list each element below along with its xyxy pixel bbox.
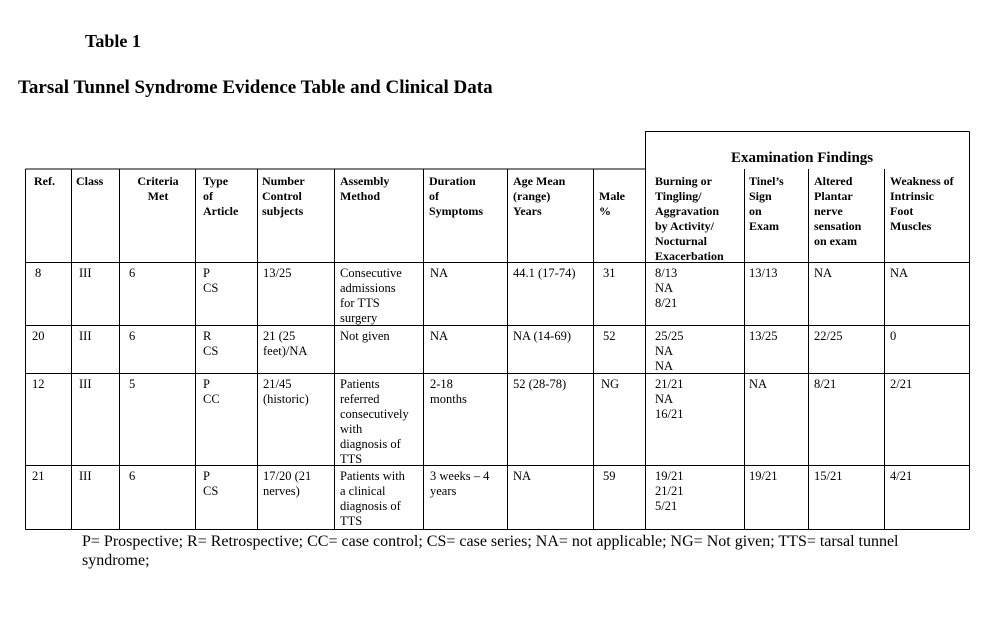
cell-tinels: NA <box>749 377 768 391</box>
table-label: Table 1 <box>85 31 141 51</box>
cell-altered: 15/21 <box>814 469 843 483</box>
header-number-control-subjects: Number Control subjects <box>262 174 305 218</box>
cell-male: 52 <box>603 329 616 343</box>
cell-type: P CC <box>203 377 220 406</box>
cell-duration: NA <box>430 266 449 280</box>
cell-type: P CS <box>203 469 219 498</box>
header-male-percent: Male % <box>599 189 625 218</box>
cell-duration: NA <box>430 329 449 343</box>
cell-altered: 8/21 <box>814 377 837 391</box>
cell-assembly: Not given <box>340 329 390 343</box>
cell-burning: 8/13 NA 8/21 <box>655 266 678 310</box>
cell-number: 21 (25 feet)/NA <box>263 329 308 358</box>
cell-ref: 12 <box>32 377 45 391</box>
header-assembly-method: Assembly Method <box>340 174 390 203</box>
cell-altered: 22/25 <box>814 329 843 343</box>
cell-criteria: 5 <box>129 377 136 391</box>
cell-class: III <box>79 329 92 343</box>
cell-duration: 3 weeks – 4 years <box>430 469 490 498</box>
cell-age: 52 (28-78) <box>513 377 567 391</box>
header-weakness-intrinsic: Weakness of Intrinsic Foot Muscles <box>890 174 954 233</box>
header-class: Class <box>76 174 104 188</box>
cell-number: 13/25 <box>263 266 292 280</box>
cell-number: 17/20 (21 nerves) <box>263 469 312 498</box>
cell-ref: 8 <box>35 266 42 280</box>
header-criteria-met: Criteria Met <box>137 174 179 203</box>
cell-assembly: Consecutive admissions for TTS surgery <box>340 266 402 325</box>
cell-number: 21/45 (historic) <box>263 377 309 406</box>
cell-tinels: 13/25 <box>749 329 778 343</box>
cell-assembly: Patients with a clinical diagnosis of TTS <box>340 469 405 528</box>
cell-male: 31 <box>603 266 616 280</box>
header-ref: Ref. <box>34 174 55 188</box>
header-altered-plantar: Altered Plantar nerve sensation on exam <box>814 174 862 248</box>
cell-burning: 21/21 NA 16/21 <box>655 377 684 421</box>
evidence-table <box>25 131 970 530</box>
cell-age: NA <box>513 469 532 483</box>
header-age-mean: Age Mean (range) Years <box>513 174 566 218</box>
table-title: Tarsal Tunnel Syndrome Evidence Table and Clinical Data <box>18 77 493 98</box>
cell-type: R CS <box>203 329 219 358</box>
cell-ref: 20 <box>32 329 45 343</box>
header-tinels-sign: Tinel’s Sign on Exam <box>749 174 784 233</box>
cell-weakness: 0 <box>890 329 897 343</box>
cell-male: NG <box>601 377 620 391</box>
group-header-examination-findings: Examination Findings <box>731 150 874 166</box>
cell-type: P CS <box>203 266 219 295</box>
cell-tinels: 13/13 <box>749 266 778 280</box>
header-burning-tingling: Burning or Tingling/ Aggravation by Activity/ Nocturnal Exacerbation <box>655 174 724 263</box>
cell-class: III <box>79 266 92 280</box>
cell-altered: NA <box>814 266 833 280</box>
cell-weakness: 2/21 <box>890 377 913 391</box>
cell-age: NA (14-69) <box>513 329 571 343</box>
cell-duration: 2-18 months <box>430 377 467 406</box>
cell-male: 59 <box>603 469 616 483</box>
header-duration-of-symptoms: Duration of Symptoms <box>429 174 484 218</box>
cell-assembly: Patients referred consecutively with diagnosis of TTS <box>340 377 409 466</box>
cell-weakness: 4/21 <box>890 469 913 483</box>
cell-criteria: 6 <box>129 469 136 483</box>
header-type-of-article: Type of Article <box>203 174 239 218</box>
cell-criteria: 6 <box>129 266 136 280</box>
cell-burning: 19/21 21/21 5/21 <box>655 469 684 513</box>
cell-tinels: 19/21 <box>749 469 778 483</box>
cell-age: 44.1 (17-74) <box>513 266 576 280</box>
cell-burning: 25/25 NA NA <box>655 329 684 373</box>
table-footnote: P= Prospective; R= Retrospective; CC= case control; CS= case series; NA= not applicable; NG= Not given; TTS= tarsal tunnel syndrome; <box>82 533 899 569</box>
cell-ref: 21 <box>32 469 45 483</box>
cell-class: III <box>79 377 92 391</box>
cell-criteria: 6 <box>129 329 136 343</box>
cell-class: III <box>79 469 92 483</box>
cell-weakness: NA <box>890 266 909 280</box>
